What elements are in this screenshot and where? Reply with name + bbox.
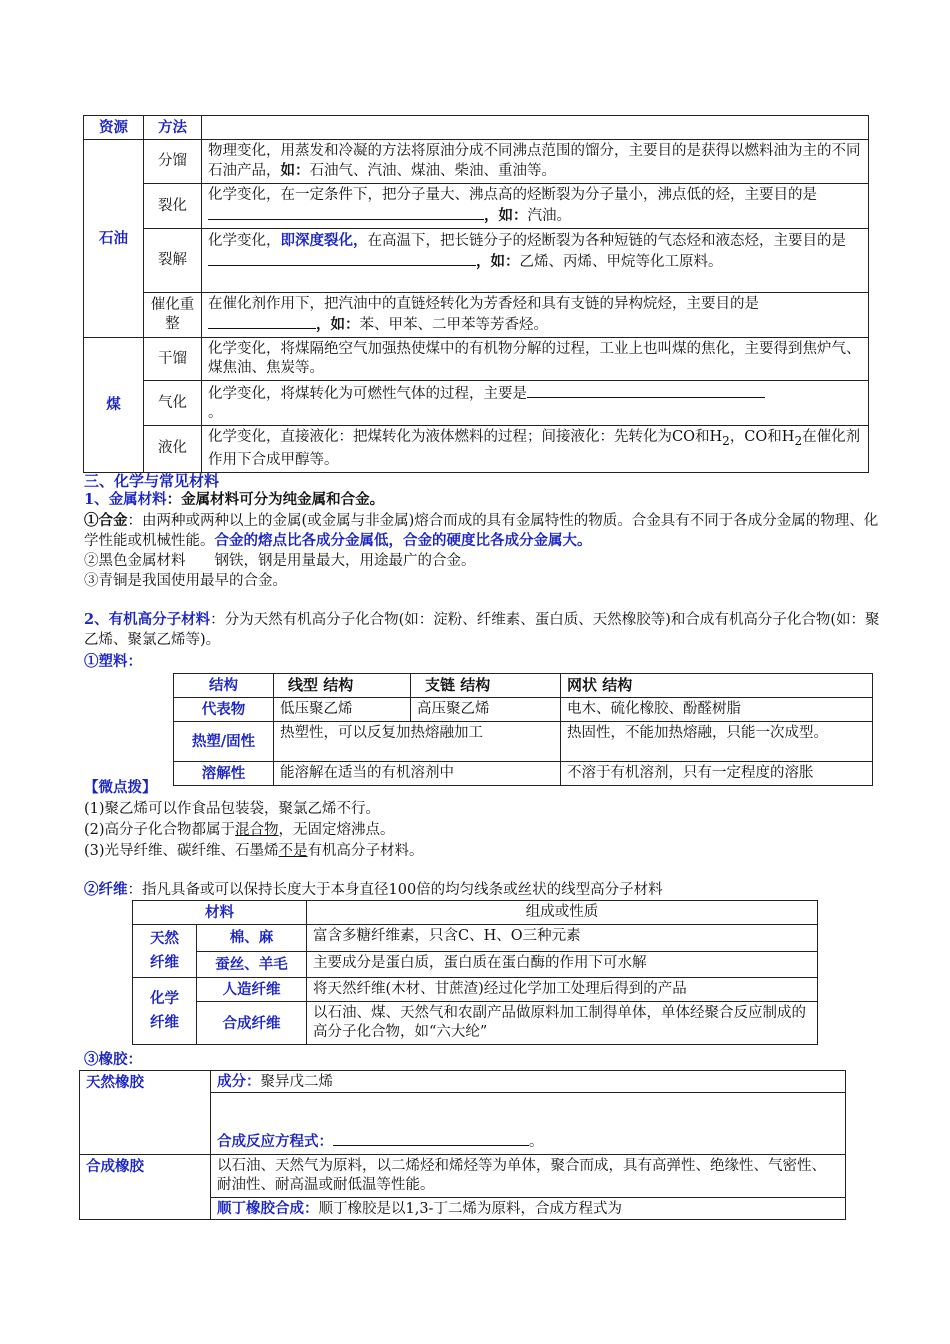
- tip-2: (2)高分子化合物都属于混合物，无固定熔沸点。: [84, 822, 395, 838]
- cracking-blank: [208, 205, 484, 220]
- fiber-desc: 以石油、煤、天然气和农副产品做原料加工制得单体，单体经聚合反应制成的高分子化合物，如“六大纶”: [307, 1002, 818, 1045]
- plastic-cell: 电木、硫化橡胶、酚醛树脂: [561, 698, 873, 722]
- fiber-desc: 将天然纤维(木材、甘蔗渣)经过化学加工处理后得到的产品: [307, 978, 818, 1002]
- plastic-row-label: 热塑/固性: [174, 722, 274, 762]
- rubber-equation: 合成反应方程式： 。: [217, 1133, 544, 1150]
- dry-distillation-desc: 化学变化，将煤隔绝空气加强热使煤中的有机物分解的过程，工业上也叫煤的焦化，主要得到焦炉气、煤焦油、焦炭等。: [202, 338, 869, 381]
- plastic-header-network: 网状 结构: [561, 674, 873, 698]
- plastic-header-structure: 结构: [174, 674, 274, 698]
- resource-table: [83, 115, 869, 473]
- fiber-desc: 主要成分是蛋白质，蛋白质在蛋白酶的作用下可水解: [307, 951, 818, 978]
- plastic-row-label: 溶解性: [174, 762, 274, 786]
- fractional-desc: 物理变化，用蒸发和冷凝的方法将原油分成不同沸点范围的馏分，主要目的是获得以燃料油为主的不同石油产品，如：石油气、汽油、煤油、柴油、重油等。: [202, 140, 869, 184]
- header-method: 方法: [144, 116, 202, 140]
- reforming-blank: [208, 314, 316, 329]
- pyrolysis-desc: 化学变化，即深度裂化，在高温下，把长链分子的烃断裂为各种短链的气态烃和液态烃，主要目的是，如：乙烯、丙烯、甲烷等化工原料。: [202, 229, 869, 293]
- section3-title: 三、化学与常见材料: [84, 472, 220, 490]
- natural-fiber-label: 天然纤维: [133, 925, 197, 978]
- bronze-line: ③青铜是我国使用最早的合金。: [84, 573, 287, 589]
- gasification-blank: [527, 383, 765, 398]
- method-pyrolysis: 裂解: [144, 229, 202, 293]
- fiber-name: 合成纤维: [197, 1002, 307, 1045]
- coal-label: 煤: [84, 338, 144, 473]
- fiber-name: 人造纤维: [197, 978, 307, 1002]
- fiber-name: 棉、麻: [197, 925, 307, 952]
- plastic-cell: 热固性，不能加热熔融，只能一次成型。: [561, 722, 873, 762]
- natural-rubber-content: [211, 1071, 846, 1155]
- tip-3: (3)光导纤维、碳纤维、石墨烯不是有机高分子材料。: [84, 843, 424, 859]
- rubber-composition: 成分：聚异戊二烯: [211, 1071, 845, 1093]
- plastic-header-branched: 支链 结构: [411, 674, 561, 698]
- plastic-cell: 热塑性，可以反复加热熔融加工: [274, 722, 561, 762]
- plastic-cell: 低压聚乙烯: [274, 698, 411, 722]
- fiber-table: [132, 900, 818, 1045]
- method-liquefaction: 液化: [144, 426, 202, 473]
- synthetic-rubber-desc: 以石油、天然气为原料，以二烯烃和烯烃等为单体，聚合而成，具有高弹性、绝缘性、气密性、耐油性、耐高温或耐低温等性能。: [211, 1155, 845, 1198]
- equation-blank: [333, 1131, 529, 1146]
- plastic-cell: 不溶于有机溶剂，只有一定程度的溶胀: [561, 762, 873, 786]
- method-dry-distillation: 干馏: [144, 338, 202, 381]
- organic-paragraph: 2、有机高分子材料：分为天然有机高分子化合物(如：淀粉、纤维素、蛋白质、天然橡胶等)和合成有机高分子化合物(如：聚乙烯、聚氯乙烯等)。: [84, 611, 880, 648]
- fiber-heading: ②纤维：指凡具备或可以保持长度大于本身直径100倍的均匀线条或丝状的线型高分子材料: [84, 881, 663, 898]
- fiber-desc: 富含多糖纤维素，只含C、H、O三种元素: [307, 925, 818, 952]
- plastic-row-label: 代表物: [174, 698, 274, 722]
- rubber-label: ③橡胶：: [84, 1051, 142, 1068]
- plastic-cell: 能溶解在适当的有机溶剂中: [274, 762, 561, 786]
- method-cracking: 裂化: [144, 184, 202, 229]
- header-empty: [202, 116, 869, 140]
- alloy-paragraph: ①合金：由两种或两种以上的金属(或金属与非金属)熔合而成的具有金属特性的物质。合金具有不同于各成分金属的物理、化学性能或机械性能。合金的熔点比各成分金属低，合金的硬度比各成分金属大。: [84, 512, 879, 549]
- synthetic-rubber-label: 合成橡胶: [80, 1155, 211, 1220]
- header-resource: 资源: [84, 116, 144, 140]
- metal-heading: 1、金属材料：金属材料可分为纯金属和合金。: [84, 491, 385, 508]
- method-gasification: 气化: [144, 381, 202, 426]
- fiber-header-composition: 组成或性质: [307, 901, 818, 925]
- synthetic-rubber-content: [211, 1155, 846, 1220]
- liquefaction-desc: 化学变化，直接液化：把煤转化为液体燃料的过程；间接液化：先转化为CO和$H_2$，CO和$H_2$在催化剂作用下合成甲醇等。: [202, 426, 869, 473]
- gasification-desc: 化学变化，将煤转化为可燃性气体的过程，主要是 。: [202, 381, 869, 426]
- pyrolysis-blank: [208, 251, 476, 266]
- plastic-label: ①塑料：: [84, 653, 142, 670]
- plastic-header-linear: 线型 结构: [274, 674, 411, 698]
- natural-rubber-label: 天然橡胶: [80, 1071, 211, 1155]
- method-reforming: 催化重整: [144, 293, 202, 338]
- butadiene-rubber: 顺丁橡胶合成：顺丁橡胶是以1,3-丁二烯为原料，合成方程式为: [217, 1200, 622, 1217]
- method-fractional: 分馏: [144, 140, 202, 184]
- reforming-desc: 在催化剂作用下，把汽油中的直链烃转化为芳香烃和具有支链的异构烷烃，主要目的是，如：苯、甲苯、二甲苯等芳香烃。: [202, 293, 869, 338]
- chemical-fiber-label: 化学纤维: [133, 978, 197, 1045]
- oil-label: 石油: [84, 140, 144, 338]
- plastic-table: [173, 673, 873, 786]
- rubber-table: [79, 1070, 846, 1220]
- tip-1: (1)聚乙烯可以作食品包装袋，聚氯乙烯不行。: [84, 801, 381, 817]
- tips-title: 【微点拨】: [84, 779, 157, 796]
- fiber-name: 蚕丝、羊毛: [197, 951, 307, 978]
- cracking-desc: 化学变化，在一定条件下，把分子量大、沸点高的烃断裂为分子量小，沸点低的烃，主要目的是，如：汽油。: [202, 184, 869, 229]
- fiber-header-material: 材料: [133, 901, 307, 925]
- plastic-cell: 高压聚乙烯: [411, 698, 561, 722]
- black-metal-line: ②黑色金属材料 钢铁，钢是用量最大，用途最广的合金。: [84, 553, 476, 569]
